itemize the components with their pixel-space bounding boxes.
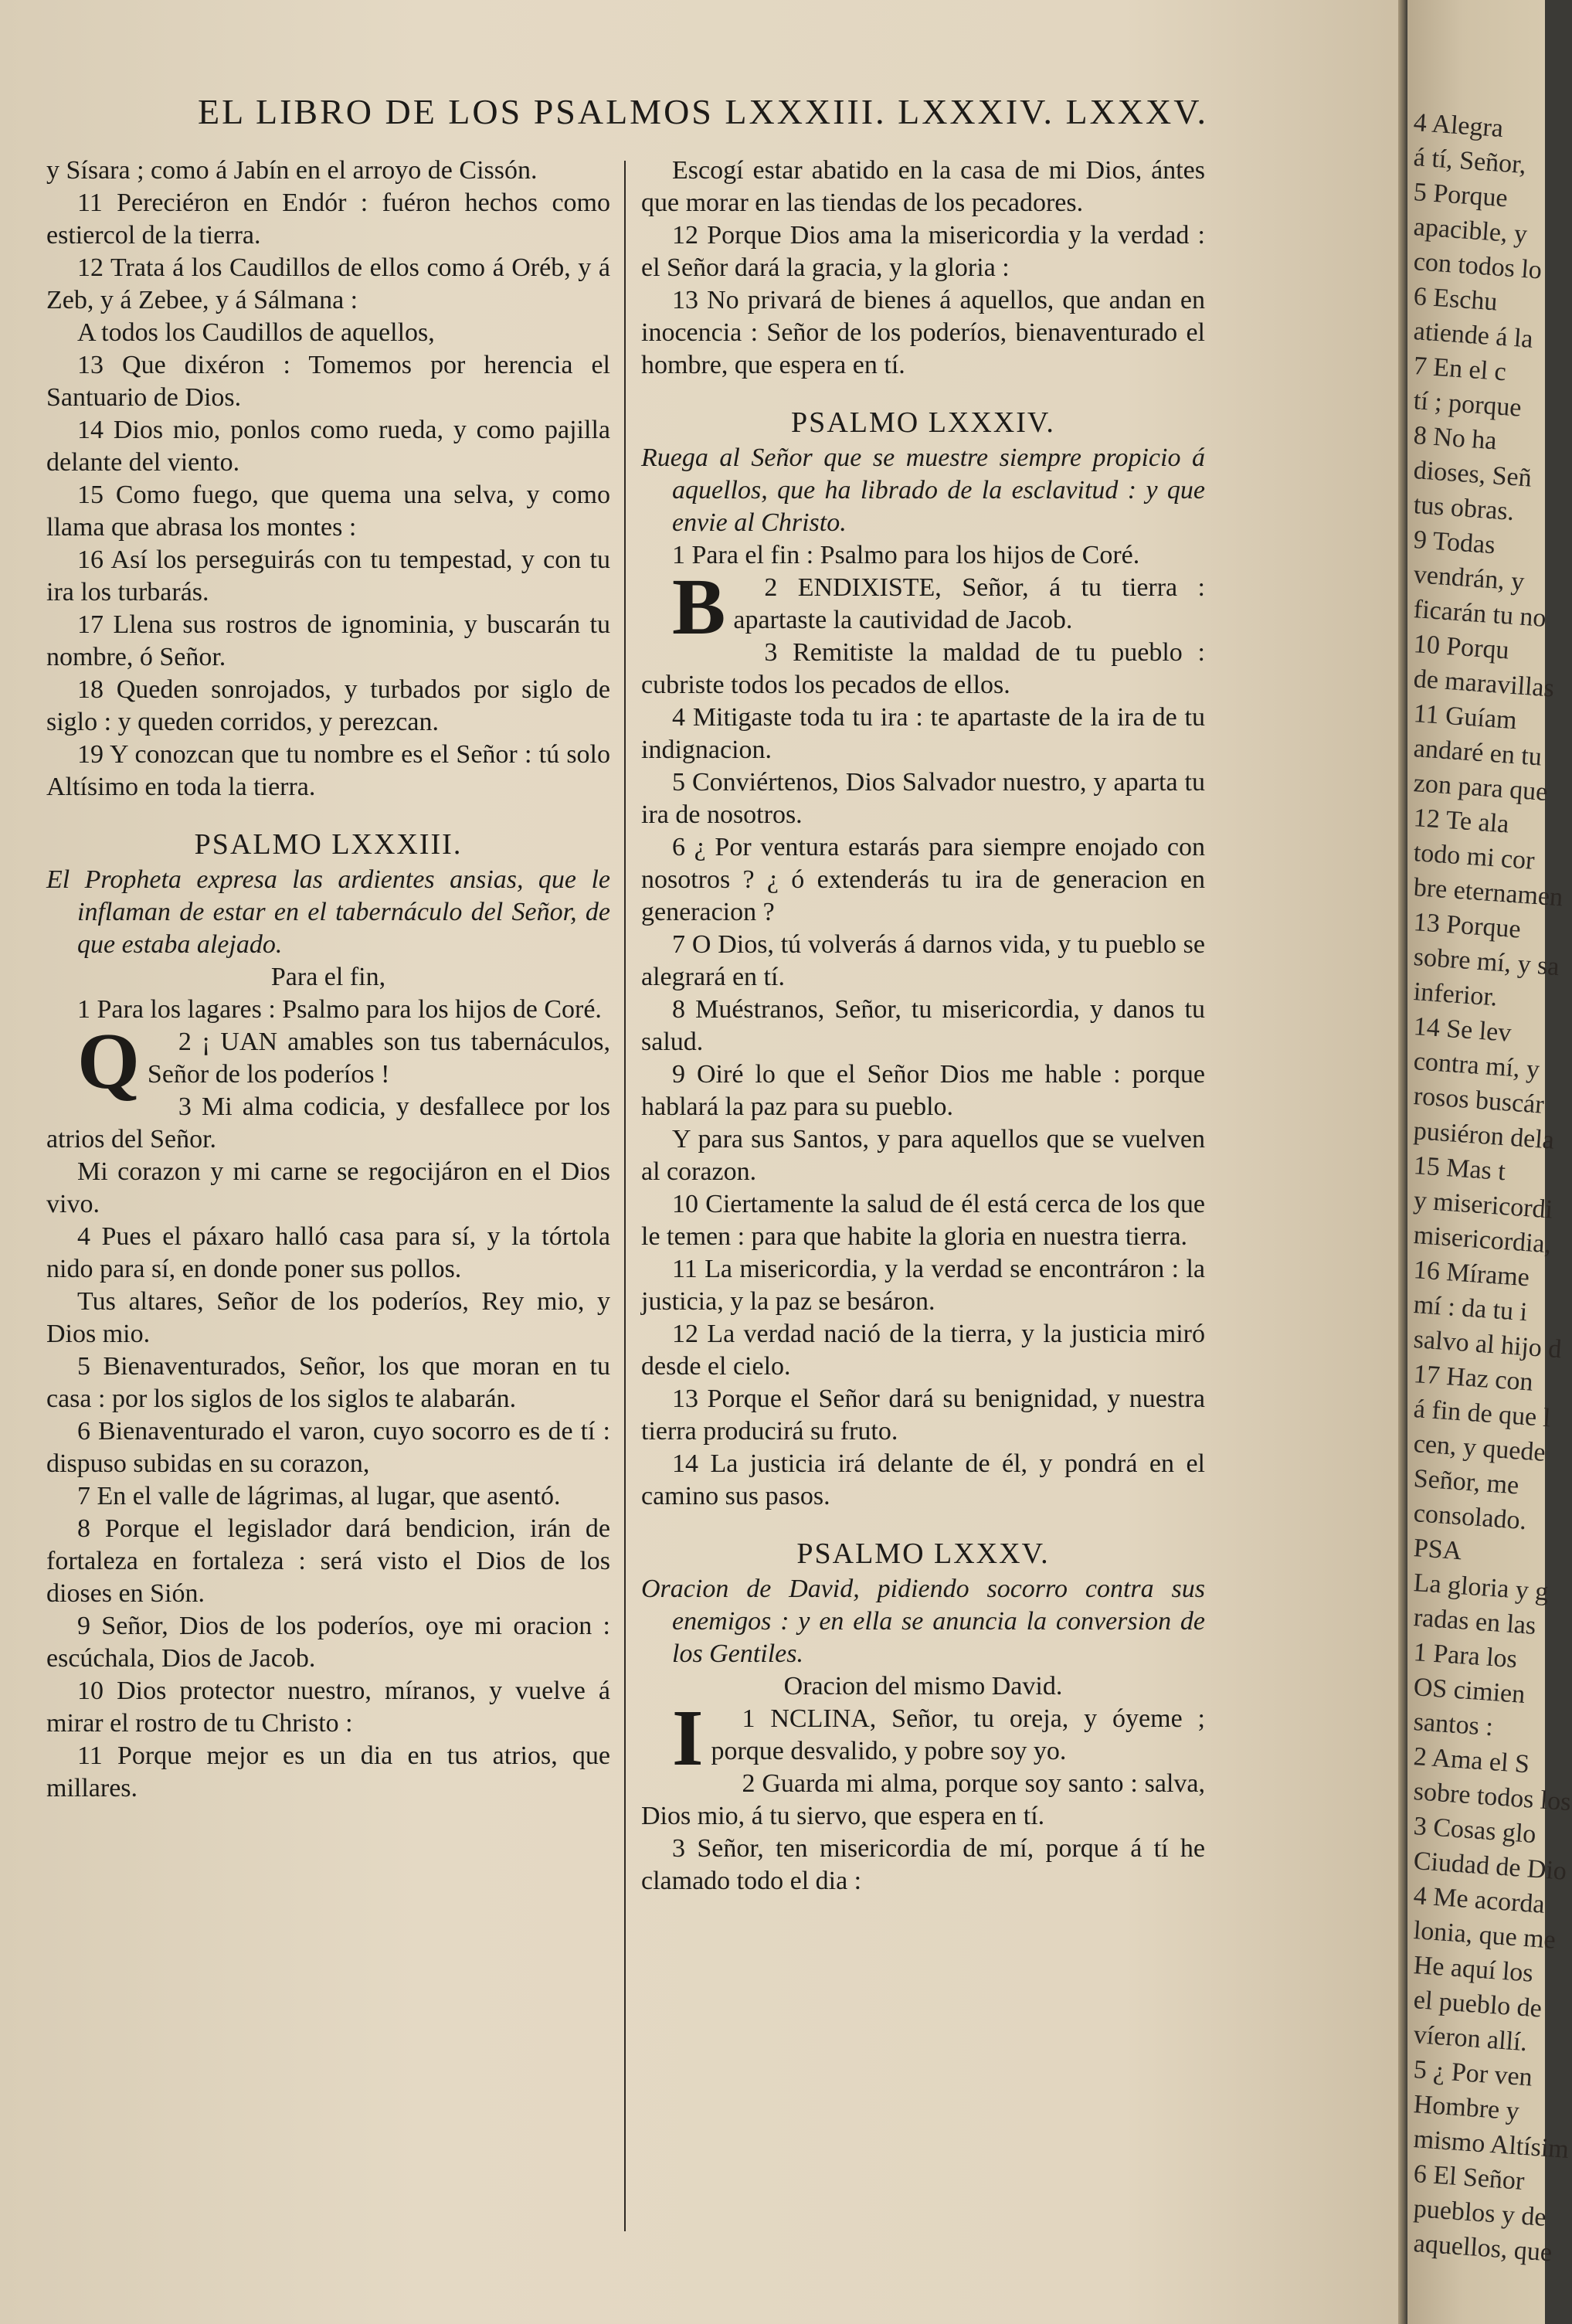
- verse: 15 Como fuego, que quema una selva, y como llama que abrasa los montes :: [46, 481, 610, 542]
- facing-page-line: tus obras.: [1412, 491, 1516, 527]
- facing-page-line: y misericordi: [1412, 1186, 1554, 1225]
- verse: 8 Muéstranos, Señor, tu misericordia, y danos tu salud.: [641, 995, 1205, 1056]
- verse: 8 Porque el legislador dará bendicion, irán de fortaleza en fortaleza : será visto el Dios de los dioses en Sión.: [46, 1514, 610, 1608]
- verse: 4 Mitigaste toda tu ira : te apartaste de la ira de tu indignacion.: [641, 703, 1205, 764]
- psalm-summary: Ruega al Señor que se muestre siempre propicio á aquellos, que ha librado de la esclavitud : y que envie al Christo.: [641, 443, 1205, 537]
- facing-page-line: ficarán tu no: [1412, 595, 1547, 633]
- verse: 18 Queden sonrojados, y turbados por siglo de siglo : y queden corridos, y perezcan.: [46, 675, 610, 736]
- facing-page-line: 10 Porqu: [1412, 630, 1510, 665]
- facing-page-line: 14 Se lev: [1412, 1012, 1513, 1048]
- verse: 13 No privará de bienes á aquellos, que andan en inocencia : Señor de los poderíos, bienaventurado el hombre, que espera en tí.: [641, 286, 1205, 379]
- verse: 12 La verdad nació de la tierra, y la justicia miró desde el cielo.: [641, 1320, 1205, 1381]
- verse: 4 Pues el páxaro halló casa para sí, y la tórtola nido para sí, en donde poner sus pollos.: [46, 1222, 610, 1283]
- verse: 17 Llena sus rostros de ignominia, y buscarán tu nombre, ó Señor.: [46, 610, 610, 671]
- verse: 3 Mi alma codicia, y desfallece por los atrios del Señor.: [46, 1092, 610, 1154]
- verse: Y para sus Santos, y para aquellos que se vuelven al corazon.: [641, 1125, 1205, 1186]
- facing-page-line: cen, y quede: [1412, 1429, 1547, 1467]
- facing-page-line: mí : da tu i: [1412, 1290, 1529, 1327]
- facing-page-line: 6 Eschu: [1412, 282, 1499, 317]
- verse: 7 O Dios, tú volverás á darnos vida, y tu pueblo se alegrará en tí.: [641, 930, 1205, 991]
- drop-cap: Q: [77, 1017, 140, 1106]
- facing-page-line: apacible, y: [1412, 212, 1529, 250]
- facing-page-line: de maravillas: [1412, 664, 1556, 703]
- facing-page-line: 5 Porque: [1412, 178, 1509, 213]
- verse: 14 Dios mio, ponlos como rueda, y como pajilla delante del viento.: [46, 416, 610, 477]
- facing-page-line: lonia, que me: [1412, 1916, 1557, 1955]
- verse: 3 Remitiste la maldad de tu pueblo : cubriste todos los pecados de ellos.: [641, 638, 1205, 699]
- facing-page-line: 2 Ama el S: [1412, 1742, 1531, 1779]
- facing-page-line: todo mi cor: [1412, 838, 1536, 875]
- verse: 6 ¿ Por ventura estarás para siempre enojado con nosotros ? ¿ ó extenderás tu ira de generacion en generacion ?: [641, 833, 1205, 926]
- facing-page-line: Hombre y: [1412, 2090, 1520, 2126]
- verse: 13 Que dixéron : Tomemos por herencia el Santuario de Dios.: [46, 351, 610, 412]
- facing-page-line: salvo al hijo d: [1412, 1325, 1563, 1364]
- drop-cap: B: [672, 562, 726, 651]
- facing-page-line: 4 Me acorda: [1412, 1881, 1546, 1919]
- facing-page-line: OS cimien: [1412, 1673, 1526, 1710]
- facing-page-line: contra mí, y: [1412, 1047, 1541, 1085]
- verse: 7 En el valle de lágrimas, al lugar, que asentó.: [77, 1482, 561, 1510]
- facing-page-line: á fin de que l: [1412, 1395, 1552, 1433]
- facing-page-line: 1 Para los: [1412, 1638, 1519, 1674]
- facing-page-line: 13 Porque: [1412, 908, 1522, 944]
- verse: 5 Bienaventurados, Señor, los que moran en tu casa : por los siglos de los siglos te alabarán.: [46, 1352, 610, 1413]
- facing-page-line: atiende á la: [1412, 317, 1534, 354]
- facing-page-line: mismo Altísim: [1412, 2125, 1570, 2164]
- verse-text: UAN amables son tus tabernáculos, Señor de los poderíos !: [147, 1028, 611, 1089]
- verse: 13 Porque el Señor dará su benignidad, y nuestra tierra producirá su fruto.: [641, 1385, 1205, 1446]
- verse-with-drop-cap: [641, 562, 1205, 651]
- verse: 5 Conviértenos, Dios Salvador nuestro, y aparta tu ira de nosotros.: [641, 768, 1205, 829]
- verse: 9 Oiré lo que el Señor Dios me hable : porque hablará la paz para su pueblo.: [641, 1060, 1205, 1121]
- verse: 1 Para los lagares : Psalmo para los hijos de Coré.: [77, 995, 602, 1024]
- verse: 12 Porque Dios ama la misericordia y la verdad : el Señor dará la gracia, y la gloria :: [641, 221, 1205, 282]
- facing-page-line: tí ; porque: [1412, 386, 1523, 423]
- verse: 3 Señor, ten misericordia de mí, porque á tí he clamado todo el dia :: [641, 1834, 1205, 1895]
- facing-page-line: radas en las: [1412, 1603, 1537, 1641]
- verse: 19 Y conozcan que tu nombre es el Señor : tú solo Altísimo en toda la tierra.: [46, 740, 610, 801]
- facing-page-line: rosos buscár: [1412, 1082, 1545, 1120]
- facing-page-line: 15 Mas t: [1412, 1151, 1507, 1187]
- facing-page-line: á tí, Señor,: [1412, 143, 1527, 180]
- verse-prefix: 2 ¡: [178, 1028, 211, 1056]
- verse: 14 La justicia irá delante de él, y pondrá en el camino sus pasos.: [641, 1449, 1205, 1510]
- drop-cap: I: [672, 1694, 704, 1782]
- verse: 2 Guarda mi alma, porque soy santo : salva, Dios mio, á tu siervo, que espera en tí.: [641, 1769, 1205, 1830]
- facing-page-line: pusiéron dela: [1412, 1116, 1556, 1155]
- facing-page-line: 16 Mírame: [1412, 1255, 1531, 1293]
- facing-page-line: bre eternamen: [1412, 873, 1564, 912]
- verse: A todos los Caudillos de aquellos,: [77, 318, 435, 347]
- facing-page-line: con todos lo: [1412, 247, 1543, 285]
- facing-page-line: La gloria y g: [1412, 1568, 1550, 1607]
- facing-page-line: aquellos, que: [1412, 2229, 1553, 2268]
- psalm-summary: Oracion de David, pidiendo socorro contra sus enemigos : y en ella se anuncia la conversion de los Gentiles.: [641, 1575, 1205, 1668]
- verse-prefix: 2: [764, 573, 778, 602]
- facing-page-line: vendrán, y: [1412, 560, 1526, 596]
- facing-page-line: santos :: [1412, 1707, 1495, 1742]
- psalm-heading: Oracion del mismo David.: [783, 1672, 1063, 1701]
- verse: Escogí estar abatido en la casa de mi Dios, ántes que morar en las tiendas de los pecadores.: [641, 156, 1205, 217]
- verse: 12 Trata á los Caudillos de ellos como á Oréb, y á Zeb, y á Zebee, y á Sálmana :: [46, 253, 610, 314]
- facing-page-line: misericordia,: [1412, 1221, 1553, 1259]
- facing-page-line: dioses, Señ: [1412, 456, 1533, 493]
- verse-with-drop-cap: [641, 1694, 1205, 1782]
- facing-page-line: andaré en tu: [1412, 734, 1543, 772]
- verse-with-drop-cap: [46, 1017, 611, 1106]
- verse: 9 Señor, Dios de los poderíos, oye mi oracion : escúchala, Dios de Jacob.: [46, 1612, 610, 1673]
- verse: 11 Pereciéron en Endór : fuéron hechos como estiercol de la tierra.: [46, 189, 610, 250]
- verse: Tus altares, Señor de los poderíos, Rey mio, y Dios mio.: [46, 1287, 610, 1348]
- verse: 11 Porque mejor es un dia en tus atrios, que millares.: [46, 1741, 610, 1802]
- verse-prefix: 1: [742, 1704, 755, 1733]
- psalm-title: PSALMO LXXXIV.: [791, 406, 1055, 439]
- facing-page-line: 8 No ha: [1412, 421, 1498, 456]
- verse: Mi corazon y mi carne se regocijáron en el Dios vivo.: [46, 1157, 610, 1218]
- running-head: EL LIBRO DE LOS PSALMOS LXXXIII. LXXXIV. LXXXV.: [197, 92, 1209, 131]
- facing-page-line: víeron allí.: [1412, 2020, 1529, 2057]
- right-column: [641, 155, 1205, 1898]
- psalm-title: PSALMO LXXXIII.: [194, 828, 463, 861]
- page-gutter: [1398, 0, 1407, 2324]
- facing-page-line: inferior.: [1412, 977, 1499, 1012]
- facing-page-line: Ciudad de Dio: [1412, 1847, 1568, 1886]
- facing-page-line: zon para que: [1412, 769, 1549, 807]
- verse: 10 Dios protector nuestro, míranos, y vuelve á mirar el rostro de tu Christo :: [46, 1677, 610, 1738]
- facing-page-line: He aquí los: [1412, 1951, 1534, 1988]
- verse: 11 La misericordia, y la verdad se encontráron : la justicia, y la paz se besáron.: [641, 1255, 1205, 1316]
- facing-page-line: el pueblo de: [1412, 1986, 1543, 2023]
- verse: 10 Ciertamente la salud de él está cerca de los que le temen : para que habite la gloria en nuestra tierra.: [641, 1190, 1205, 1251]
- psalm-title: PSALMO LXXXV.: [796, 1537, 1050, 1570]
- psalm-heading: Para el fin,: [270, 963, 386, 991]
- facing-page-line: sobre todos los: [1412, 1777, 1572, 1817]
- psalm-summary: El Propheta expresa las ardientes ansias, que le inflaman de estar en el tabernáculo del Señor, de que estaba alejado.: [46, 865, 610, 959]
- facing-page-line: 9 Todas: [1412, 525, 1496, 560]
- facing-page-line: consolado.: [1412, 1499, 1528, 1536]
- facing-page-line: pueblos y de: [1412, 2194, 1547, 2232]
- facing-page-line: 4 Alegra: [1412, 108, 1505, 144]
- facing-page-line: PSA: [1412, 1534, 1463, 1566]
- facing-page-line: 11 Guíam: [1412, 699, 1518, 736]
- facing-page-line: 12 Te ala: [1412, 804, 1510, 839]
- facing-page-line: 17 Haz con: [1412, 1360, 1534, 1397]
- column-divider: [624, 161, 626, 2231]
- facing-page-line: 6 El Señor: [1412, 2159, 1526, 2196]
- facing-page: [1407, 0, 1572, 2324]
- verse: 6 Bienaventurado el varon, cuyo socorro es de tí : dispuso subidas en su corazon,: [46, 1417, 610, 1478]
- facing-page-line: 5 ¿ Por ven: [1412, 2055, 1533, 2092]
- facing-page-line: 7 En el c: [1412, 352, 1507, 387]
- verse-text: ENDIXISTE, Señor, á tu tierra : apartaste la cautividad de Jacob.: [733, 573, 1205, 634]
- facing-page-line: 3 Cosas glo: [1412, 1812, 1537, 1850]
- verse-text: NCLINA, Señor, tu oreja, y óyeme ; porque desvalido, y pobre soy yo.: [711, 1704, 1205, 1765]
- verse: 16 Así los perseguirás con tu tempestad, y con tu ira los turbarás.: [46, 545, 610, 606]
- facing-page-line: Señor, me: [1412, 1464, 1520, 1500]
- facing-page-line: sobre mí, y sa: [1412, 943, 1560, 982]
- verse: y Sísara ; como á Jabín en el arroyo de Cissón.: [46, 156, 538, 185]
- left-column: [46, 155, 610, 1805]
- verse: 1 Para el fin : Psalmo para los hijos de Coré.: [672, 541, 1140, 569]
